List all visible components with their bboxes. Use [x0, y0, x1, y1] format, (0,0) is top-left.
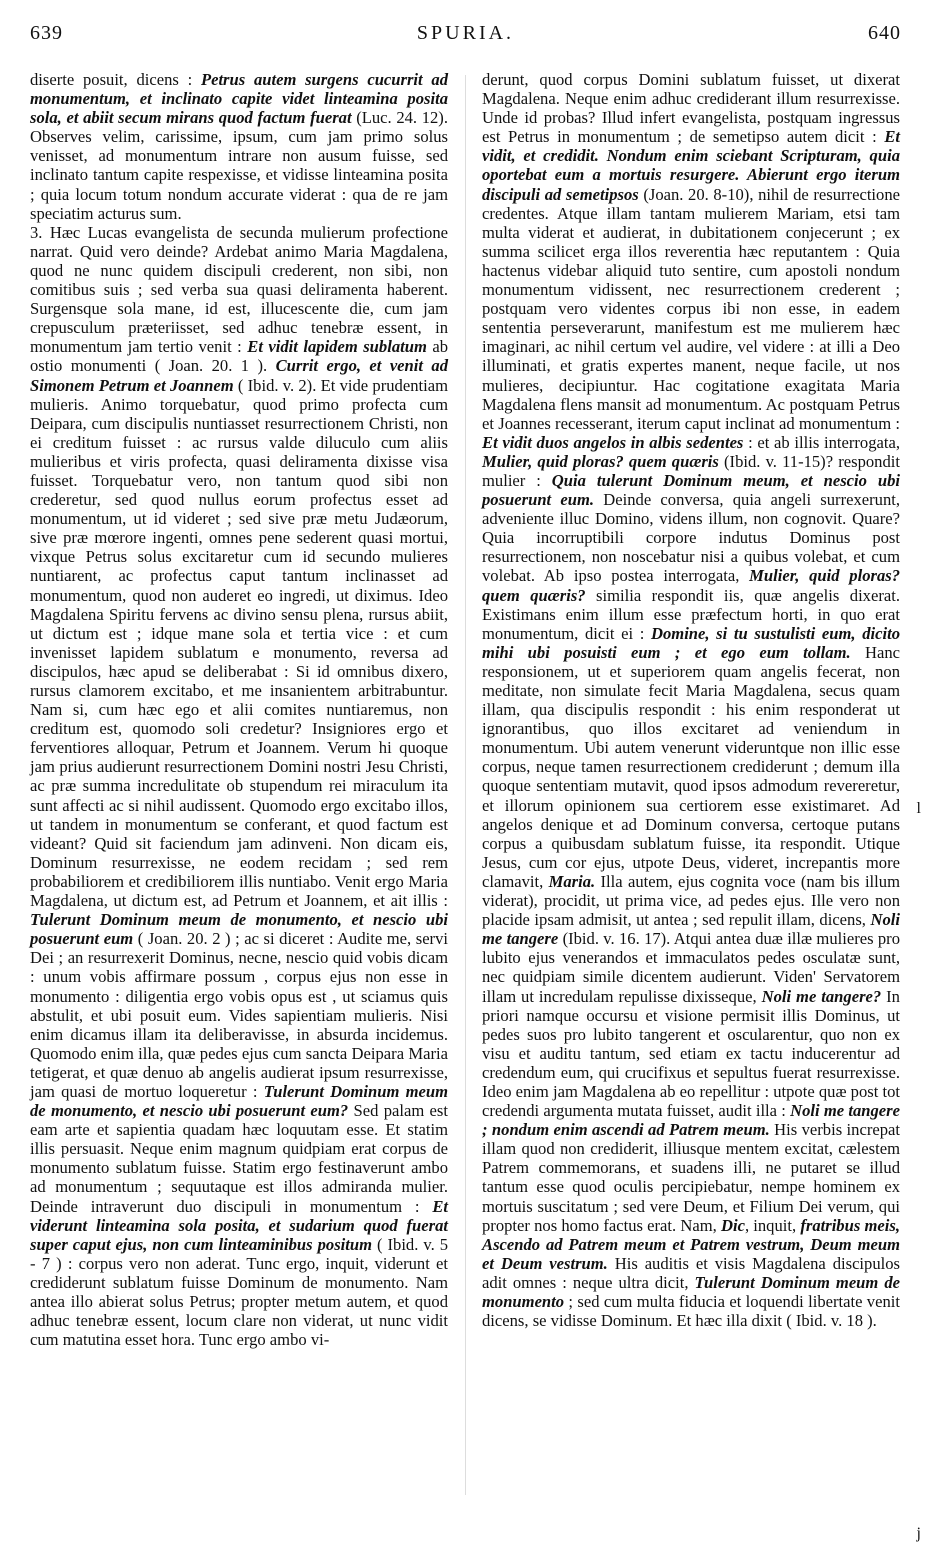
- italic-quote: Mulier, quid ploras? quem quæris?: [482, 566, 901, 605]
- text-run: ( Ibid. v. 2). Et vide prudentiam mulieris. Animo torquebatur, quod primo profecta cum Deipara, cum discipulis nuntiasset resurrectionem Christi, non ei creditum fuisset : ac rursus valde diluculo cum aliis mulieribus et viris profecta, quasi deliramenta dixisse visa fuisset. Torquebatur vero, non tantum quod sibi non crederetur, sed quod nullus eorum profectus esset ad monumentum, ut id videret ; sed sive præ metu Judæorum, sive præ mœrore ingenti, omnes pene sederent quasi mortui, vixque Petrus solus excitaretur cum id secundo mulieres nuntiarent, ac profectus caput tantum inclinasset ad monumentum, quod non auderet eo ingredi, ut diximus. Ideo Magdalena Spiritu fervens ac divino sensu plena, rursus abiit, ut dictum est ; idque mane sola et tertia vice : et cum invenisset lapidem sublatum e monumento, reversa ad discipulos, hæc apud se deliberabat : Si id omnibus dixero, rursus clamorem excitabo, et me insanientem arbitrabuntur. Nam si, cum hæc ego et alii comites nuntiaremus, non creditum est, quomodo soli credetur? Insigniores ergo et ferventiores alloquar, Petrum et Joannem. Verum hi quoque jam prius audierunt resurrectionem Domini nostri Jesu Christi, ac præ summa incredulitate ob stupendum rei miraculum ita sunt affecti ac si nihil audissent. Quomodo ergo excitabo illos, ut tandem in monumentum se conferant, et quod factum est videant? Quid sit faciendum jam adinveni. Non dicam eis, Dominum resurrexisse, ne eodem recidam ; sed rem probabiliorem et credibiliorem illis nuntiabo. Venit ergo Maria Magdalena, ut dictum est, ad Petrum et Joannem, et ait illis :: [30, 375, 448, 911]
- text-run: Illa autem, ejus cognita voce (nam bis illum viderat), procidit, ut prima vice, ad pedes ejus. Ille vero non placide ipsam admisit, ut antea ; sed repulit illam, dicens,: [482, 871, 900, 930]
- italic-quote: Tulerunt Dominum meum de monumento, et nescio ubi posuerunt eum: [30, 910, 448, 949]
- text-run: ; sed cum multa fiducia et loquendi libertate venit dicens, se vidisse Dominum. Et hæc illa dixit ( Ibid. v. 18 ).: [482, 1292, 900, 1331]
- italic-quote: Tulerunt Dominum meum de monumento, et nescio ubi posuerunt eum?: [30, 1081, 448, 1121]
- text-run: diserte posuit, dicens :: [30, 70, 201, 89]
- paragraph: [30, 70, 448, 223]
- text-run: derunt, quod corpus Domini sublatum fuisset, ut dixerat Magdalena. Neque enim adhuc crediderant illum resurrexisse. Unde id probas? Illud infert evangelista, postquam ingressus est Petrus in monumentum ; de semetipso autem dicit :: [482, 70, 900, 147]
- italic-quote: Et vidit, et credidit. Nondum enim sciebant Scripturam, quia oportebat eum a mortuis resurgere. Abierunt ergo iterum discipuli ad semetipsos: [482, 127, 900, 204]
- text-run: Deinde conversa, quia angeli surrexerunt, adveniente illuc Domino, videns illum, non cognovit. Quare? Quia incorruptibili corpore indutus Dominus post resurrectionem, non noscebatur nisi a quibus volebat, et cum volebat. Ab ipso postea interrogata,: [482, 490, 901, 586]
- running-title: SPURIA.: [416, 22, 515, 44]
- italic-quote: Mulier, quid ploras? quem quæris: [482, 451, 719, 471]
- text-run: : et ab illis interrogata,: [743, 432, 900, 452]
- italic-quote: Quia tulerunt Dominum meum, et nescio ubi posuerunt eum.: [482, 470, 900, 510]
- text-run: (Ibid. v. 16. 17). Atqui antea duæ illæ mulieres pro lubito ejus venerandos et immaculatos pedes osculatæ sunt, nec quidpiam simile dicentem audierunt. Viden' Servatorem illam ut incredulam repulisse dixisseque,: [482, 929, 901, 1006]
- page-header: [30, 22, 901, 52]
- italic-quote: Noli me tangere ; nondum enim ascendi ad Patrem meum.: [482, 1101, 900, 1140]
- paragraph: [482, 70, 900, 1330]
- text-run: ( Ibid. v. 5 - 7 ) : corpus vero non aderat. Tunc ergo, inquit, viderunt et crediderunt sublatum fuisse Dominum de monumento. Nam antea illo abierat solus Petrus; propter metum autem, et quod adhuc tenebræ essent, locum clare non viderat, ut nunc vidit cum matutina esset hora. Tunc ergo ambo vi-: [30, 1234, 448, 1350]
- text-run: His auditis et visis Magdalena discipulos adit omnes : neque ultra dicit,: [482, 1253, 900, 1292]
- italic-quote: Tulerunt Dominum meum de monumento: [482, 1272, 900, 1311]
- italic-quote: Domine, si tu sustulisti eum, dicito mihi ubi posuisti eum ; et ego eum tollam.: [482, 623, 900, 662]
- italic-quote: Petrus autem surgens cucurrit ad monumentum, et inclinato capite videt linteamina posita sola, et abiit secum mirans quod factum fuerat: [30, 70, 448, 128]
- text-run: ( Joan. 20. 2 ) ; ac si diceret : Audite me, servi Dei ; an resurrexerit Dominus, necne, nescio quid vobis dicam : unum vobis affirmare possum , corpus ejus non esse in monumento : diligentia ergo vobis opus est , ut sciamus quis abstulit, et ubi posuit eum. Vides sapientiam mulieris. Nisi enim dicamus illam ita deliberavisse, in absurda incidemus. Quomodo enim illa, quæ pedes ejus cum sancta Deipara Maria tetigerat, et quæ denuo ab angelis audierat ipsum resurrexisse, jam quasi de mortuo loqueretur :: [30, 929, 448, 1101]
- column-divider: [465, 75, 466, 1495]
- text-run: Hanc responsionem, ut et superiorem quam angelis fecerat, non meditate, non simulate fecit Maria Magdalena, secus quam illam, qua discipulis respondit : his enim responderat ut ignorantibus, quo illos excitaret ad veniendum in monumentum. Ubi autem venerunt videruntque non illic esse corpus, neque tamen resurrectionem crediderunt ; demum illa quoque sententiam mutavit, quod ipsos admodum revereretur, et illorum opinionem sua certiorem esse existimaret. Ad angelos denique et ad Dominum conversa, certoque putans corpus a quibusdam sublatum fuisse, ita respondit. Utique Jesus, cum cor ejus, utpote Deus, videret, increpantis more clamavit,: [482, 642, 900, 891]
- page-number-left: 639: [30, 22, 63, 44]
- italic-quote: fratribus meis, Ascendo ad Patrem meum et Patrem vestrum, Deum meum et Deum vestrum.: [482, 1215, 900, 1273]
- italic-quote: Et viderunt linteamina sola posita, et sudarium quod fuerat super caput ejus, non cum linteaminibus positum: [30, 1196, 448, 1254]
- italic-quote: Maria.: [548, 871, 596, 891]
- text-run: similia respondit iis, quæ angelis dixerat. Existimans enim illum esse præfectum horti, in quo erat monumentum, dicit ei :: [482, 585, 900, 643]
- text-run: , inquit,: [744, 1215, 801, 1235]
- text-run: (Joan. 20. 8-10), nihil de resurrectione credentes. Atque illam tantam mulierem Mariam, etsi tam multa viderat et audierat, in dubitationem conjecerunt ; ex summa scilicet erga illos reverentia hæc reputantem : Quia hactenus videbar aliquid tuto sentire, cum apostoli nondum monumentum vidissent, nec resurrectionem crederent ; postquam vero videntes corpus ibi non esse, in eadem sententia perseverarunt, manifestum est me mulierem hæc imaginari, ac nihil certum vel audire, vel videre : at illi a Deo illuminati, et gratis expertes manent, neque facile, ut nos mulieres, decipiuntur. Hac cogitatione exagitata Maria Magdalena flens mansit ad monumentum. Ac postquam Petrus et Joannes recesserant, iterum caput inclinat ad monumentum :: [482, 184, 900, 433]
- italic-quote: Dic: [720, 1215, 745, 1235]
- right-column: [482, 70, 900, 1330]
- text-run: 3. Hæc Lucas evangelista de secunda mulierum profectione narrat. Quid vero deinde? Ardebat animo Maria Magdalena, quod ne nunc quidem discipuli crederent, non sibi, non comitibus suis ; sed verba sua quasi deliramenta haberent. Surgensque sola mane, id est, illucescente die, cum jam crepusculum præteriisset, sed adhuc tenebræ essent, in monumentum jam tertio venit :: [30, 222, 448, 357]
- italic-quote: Noli me tangere: [482, 910, 900, 949]
- left-column: [30, 70, 448, 1349]
- text-run: In priori namque occursu et visione permisit illis Dominus, ut pedes suos pro lubito tangerent et oscularentur, quo non ex visu et auditu tantum, sed etiam ex tactu inducerentur ad credendum eum, qui crucifixus et sepultus fuerat resurrexisse. Ideo enim jam Magdalena ab eo repellitur : utpote quæ post tot credendi argumenta mutata fuisset, audit illa :: [482, 986, 900, 1121]
- italic-quote: Currit ergo, et venit ad Simonem Petrum et Joannem: [30, 356, 449, 395]
- italic-quote: Noli me tangere?: [761, 986, 882, 1006]
- text-run: ab ostio monumenti ( Joan. 20. 1 ).: [30, 337, 449, 376]
- margin-mark: l: [916, 800, 921, 817]
- text-run: (Ibid. v. 11-15)? respondit mulier :: [482, 451, 900, 490]
- margin-mark: j: [916, 1525, 921, 1542]
- paragraph: [30, 223, 448, 1350]
- italic-quote: Et vidit lapidem sublatum: [247, 337, 427, 357]
- text-run: Sed palam est eam arte et sapientia quadam hæc loquutam esse. Et statim illis persuasit. Neque enim magnum quidpiam erat corpus de monumento sublatum fuisse. Statim ergo festinaverunt ambo ad monumentum ; sequutaque est illos admiranda mulier. Deinde intraverunt duo discipuli in monumentum :: [30, 1101, 448, 1216]
- page-number-right: 640: [868, 22, 901, 44]
- text-run: His verbis increpat illam quod non crediderit, illiusque mentem excitat, cælestem Patrem commemorans, et suadens illi, ne putaret se illud tantum esse quod oculis percipiebatur, nempe hominem ex mortuis suscitatum ; sed vere Deum, et Filium Dei verum, qui propter nos homo factus erat. Nam,: [482, 1120, 900, 1235]
- text-run: (Luc. 24. 12). Observes velim, carissime, ipsum, cum jam primo solus venisset, ad monumentum intrare non ausum fuisse, sed inclinato tantum capite respexisse, et vidisse linteamina posita ; quia locum totum nondum accurate viderat : qua de re jam speciatim acturus sum.: [30, 108, 448, 223]
- italic-quote: Et vidit duos angelos in albis sedentes: [482, 432, 744, 452]
